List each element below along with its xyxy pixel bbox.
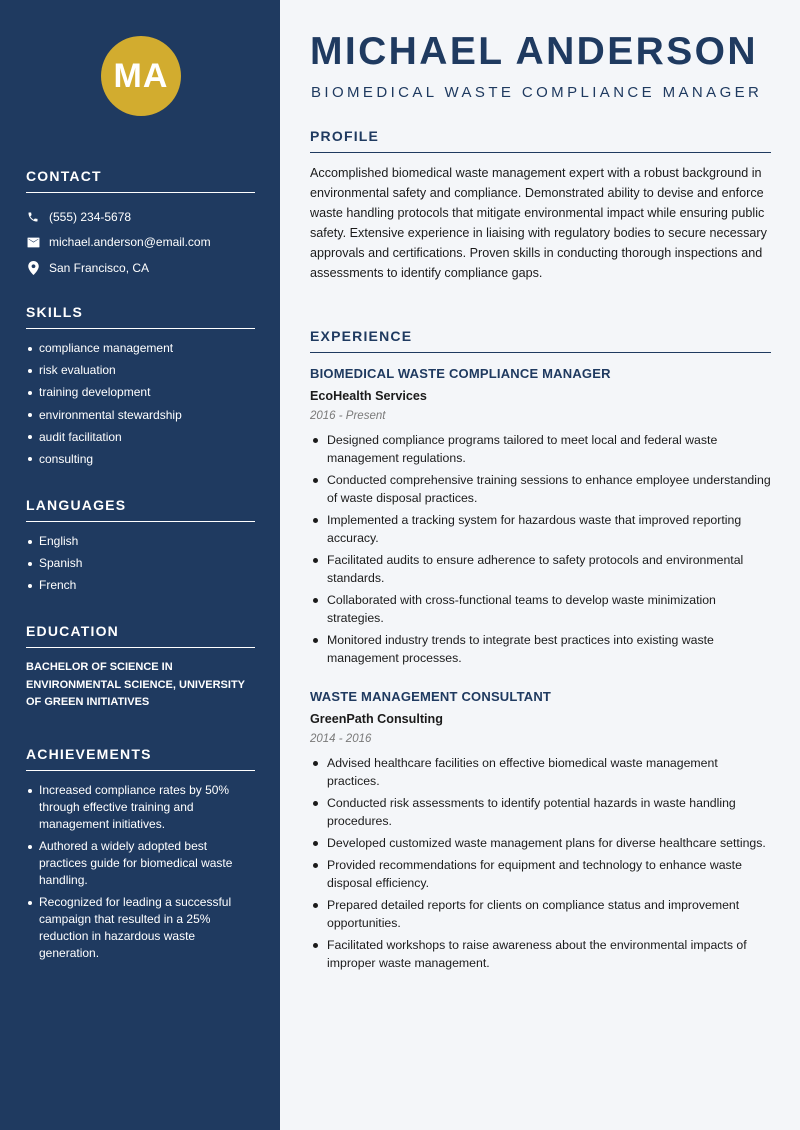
skill-item: consulting <box>26 451 255 468</box>
profile-section <box>310 128 771 284</box>
languages-heading: LANGUAGES <box>26 497 255 522</box>
job-bullet: Facilitated workshops to raise awareness about the environmental impacts of improper waste management. <box>310 936 771 972</box>
email-icon <box>26 235 40 249</box>
achievement-item: Recognized for leading a successful campaign that resulted in a 25% reduction in hazardous waste generation. <box>26 894 255 962</box>
skill-item: environmental stewardship <box>26 407 255 424</box>
job-entry <box>310 689 771 976</box>
job-bullet: Advised healthcare facilities on effective biomedical waste management practices. <box>310 754 771 790</box>
job-bullet: Provided recommendations for equipment and technology to enhance waste disposal efficiency. <box>310 856 771 892</box>
avatar-initials: MA <box>113 56 169 95</box>
job-dates: 2016 - Present <box>310 410 386 422</box>
phone-icon <box>26 210 40 224</box>
achievements-section <box>26 746 255 968</box>
job-title: WASTE MANAGEMENT CONSULTANT <box>310 689 552 704</box>
job-bullet: Conducted comprehensive training sessions to enhance employee understanding of waste disposal practices. <box>310 471 771 507</box>
job-bullet: Collaborated with cross-functional teams to develop waste minimization strategies. <box>310 591 771 627</box>
job-bullet: Designed compliance programs tailored to meet local and federal waste management regulations. <box>310 431 771 467</box>
job-bullet: Monitored industry trends to integrate best practices into existing waste management processes. <box>310 631 771 667</box>
profile-heading: PROFILE <box>310 128 771 153</box>
contact-section <box>26 168 255 281</box>
skills-section <box>26 304 255 473</box>
job-bullet: Conducted risk assessments to identify potential hazards in waste handling procedures. <box>310 794 771 830</box>
skill-item: compliance management <box>26 340 255 357</box>
contact-email <box>26 230 255 256</box>
achievement-item: Increased compliance rates by 50% through effective training and management initiatives. <box>26 782 255 833</box>
avatar <box>101 36 181 116</box>
language-item: English <box>26 533 255 550</box>
candidate-title: BIOMEDICAL WASTE COMPLIANCE MANAGER <box>311 84 763 101</box>
achievements-list <box>26 782 255 962</box>
skill-item: audit facilitation <box>26 429 255 446</box>
job-bullet: Facilitated audits to ensure adherence to safety protocols and environmental standards. <box>310 551 771 587</box>
languages-section <box>26 497 255 600</box>
achievements-heading: ACHIEVEMENTS <box>26 746 255 771</box>
main-content <box>280 0 800 1130</box>
email-text: michael.anderson@email.com <box>49 235 211 250</box>
candidate-name: MICHAEL ANDERSON <box>310 30 758 73</box>
contact-phone <box>26 204 255 230</box>
job-dates: 2014 - 2016 <box>310 733 372 745</box>
skills-list <box>26 340 255 468</box>
contact-heading: CONTACT <box>26 168 255 193</box>
education-degree: BACHELOR OF SCIENCE IN ENVIRONMENTAL SCIENCE, UNIVERSITY OF GREEN INITIATIVES <box>26 661 245 708</box>
skills-heading: SKILLS <box>26 304 255 329</box>
profile-text: Accomplished biomedical waste management expert with a robust background in environmental safety and compliance. Demonstrated ability to devise and enforce waste handling protocols that mitigate environmental impact while ensuring public safety. Extensive experience in liaising with regulatory bodies to secure necessary approvals and certifications. Proven skills in conducting thorough inspections and assessments to identify compliance gaps. <box>310 166 767 281</box>
job-entry <box>310 366 771 671</box>
language-item: Spanish <box>26 555 255 572</box>
skill-item: training development <box>26 384 255 401</box>
contact-location <box>26 255 255 281</box>
education-heading: EDUCATION <box>26 623 255 648</box>
languages-list <box>26 533 255 594</box>
location-text: San Francisco, CA <box>49 260 150 275</box>
sidebar <box>0 0 280 1130</box>
language-item: French <box>26 577 255 594</box>
job-company: GreenPath Consulting <box>310 712 443 726</box>
job-bullet: Developed customized waste management plans for diverse healthcare settings. <box>310 834 771 852</box>
job-company: EcoHealth Services <box>310 389 427 403</box>
job-title: BIOMEDICAL WASTE COMPLIANCE MANAGER <box>310 366 611 381</box>
job-bullet: Prepared detailed reports for clients on compliance status and improvement opportunities. <box>310 896 771 932</box>
phone-text: (555) 234-5678 <box>49 209 132 224</box>
experience-heading: EXPERIENCE <box>310 328 771 353</box>
education-section <box>26 623 255 712</box>
job-bullets <box>310 431 771 667</box>
experience-section <box>310 328 771 363</box>
achievement-item: Authored a widely adopted best practices guide for biomedical waste handling. <box>26 838 255 889</box>
skill-item: risk evaluation <box>26 362 255 379</box>
job-bullet: Implemented a tracking system for hazardous waste that improved reporting accuracy. <box>310 511 771 547</box>
job-bullets <box>310 754 771 972</box>
location-pin-icon <box>26 261 40 275</box>
